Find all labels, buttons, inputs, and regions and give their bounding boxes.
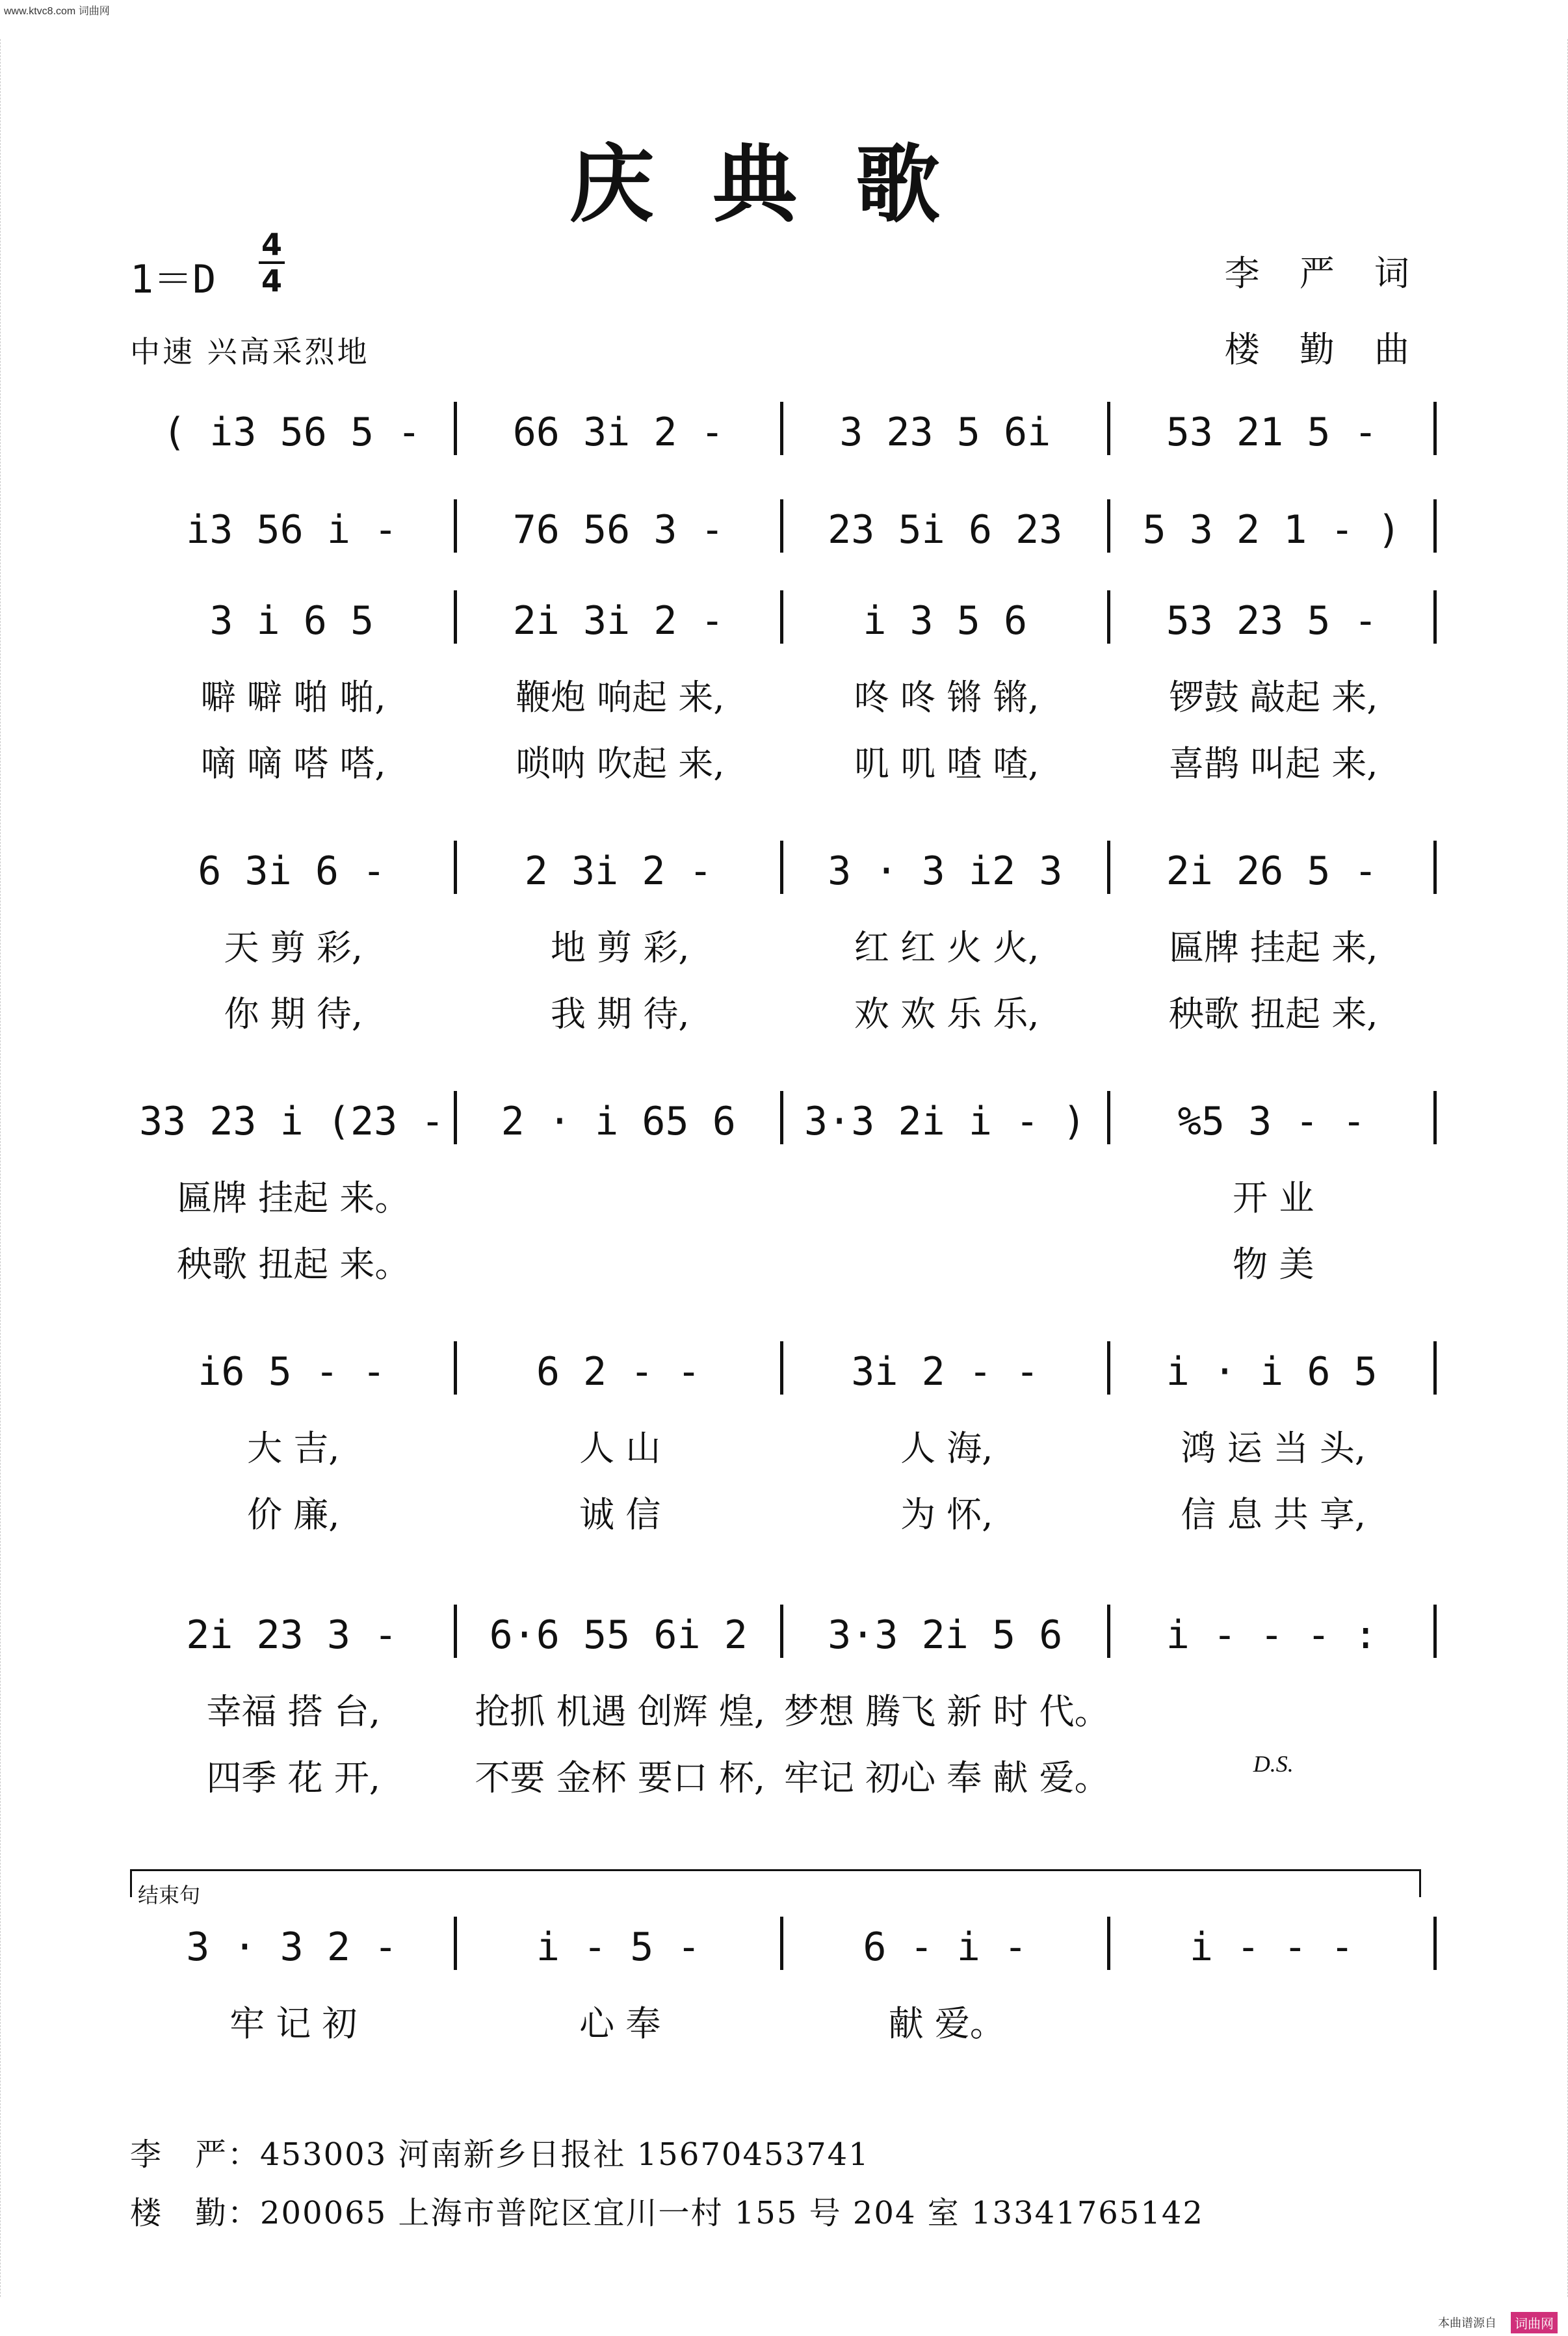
lyric-segment: 叽 叽 喳 喳, — [854, 743, 1039, 784]
ds-marking: D.S. — [1253, 1751, 1294, 1777]
measure-notes: 76 56 3 - — [512, 507, 724, 553]
measure-notes: 5 3 2 1 - ) — [1142, 507, 1401, 553]
measure — [1110, 1092, 1434, 1144]
lyric-segment: 四季 花 开, — [206, 1757, 380, 1798]
lyric-line-verse2 — [130, 1237, 1437, 1287]
meter-bottom: 4 — [261, 263, 282, 298]
measure-notes: 2 3i 2 - — [524, 848, 712, 894]
barline — [1433, 1917, 1437, 1970]
lyric-segment: 献 爱。 — [888, 2003, 1005, 2044]
measure — [130, 842, 454, 894]
barline — [1433, 1605, 1437, 1658]
lyric-line-verse1 — [130, 670, 1437, 720]
ending-lyric-line — [130, 1996, 1437, 2046]
lyric-segment: 梦想 腾飞 新 时 代。 — [783, 1691, 1110, 1732]
measure — [783, 1606, 1107, 1658]
measure-notes: 6·6 55 6i 2 — [489, 1612, 748, 1658]
measure-notes: 6 2 - - — [536, 1349, 701, 1395]
notation-line — [130, 592, 1437, 644]
measure — [130, 403, 454, 455]
ending-notation-line — [130, 1918, 1437, 1970]
measure-notes: 23 5i 6 23 — [828, 507, 1063, 553]
measure — [783, 501, 1107, 553]
contact-lyricist: 李 严：453003 河南新乡日报社 15670453741 — [130, 2136, 870, 2173]
measure-notes: 53 21 5 - — [1166, 410, 1378, 455]
lyric-segment: 地 剪 彩, — [551, 927, 690, 968]
lyric-segment: 大 吉, — [247, 1428, 340, 1469]
lyric-segment: 噼 噼 啪 啪, — [200, 677, 386, 718]
lyric-segment: 喜鹊 叫起 来, — [1169, 743, 1378, 784]
measure-notes: i - 5 - — [536, 1924, 701, 1970]
lyric-line-verse2 — [130, 736, 1437, 786]
lyric-segment: 为 怀, — [900, 1494, 993, 1535]
measure-notes: i - - - : — [1166, 1612, 1378, 1658]
contact-composer: 楼 勤：200065 上海市普陀区宜川一村 155 号 204 室 13341765142 — [130, 2195, 1204, 2231]
measure — [1110, 842, 1434, 894]
measure-notes: 3·3 2i 5 6 — [828, 1612, 1063, 1658]
measure-notes: ( i3 56 5 - — [163, 410, 421, 455]
lyric-segment: 我 期 待, — [551, 993, 690, 1034]
lyric-segment: 鸿 运 当 头, — [1181, 1428, 1366, 1469]
right-margin-strip — [1556, 39, 1568, 2297]
measure — [130, 1918, 454, 1970]
measure — [1110, 592, 1434, 644]
measure — [457, 1606, 781, 1658]
lyric-line-verse1 — [130, 1421, 1437, 1471]
lyric-line-verse1 — [130, 920, 1437, 970]
measure — [783, 1343, 1107, 1395]
lyric-segment: 开 业 — [1233, 1177, 1314, 1218]
lyric-segment: 欢 欢 乐 乐, — [854, 993, 1039, 1034]
measure — [130, 1343, 454, 1395]
measure-notes: 66 3i 2 - — [512, 410, 724, 455]
meter-top: 4 — [261, 227, 282, 262]
lyric-segment: 匾牌 挂起 来。 — [177, 1177, 410, 1218]
left-margin-strip — [0, 39, 12, 2297]
measure-notes: 53 23 5 - — [1166, 598, 1378, 644]
lyric-segment: 牢记 初心 奉 献 爱。 — [783, 1757, 1110, 1798]
measure-notes: 3 23 5 6i — [839, 410, 1051, 455]
measure — [130, 501, 454, 553]
footer-brand[interactable]: 词曲网 — [1511, 2312, 1558, 2333]
measure — [457, 842, 781, 894]
measure — [1110, 1606, 1434, 1658]
measure — [457, 1092, 781, 1144]
ending-bracket — [130, 1869, 1421, 1897]
measure — [783, 842, 1107, 894]
measure — [457, 1918, 781, 1970]
lyric-segment: 幸福 搭 台, — [206, 1691, 380, 1732]
lyric-segment: 人 山 — [579, 1428, 661, 1469]
measure-notes: 3i 2 - - — [851, 1349, 1039, 1395]
lyric-line-verse2 — [130, 1487, 1437, 1537]
measure-notes: 6 3i 6 - — [198, 848, 386, 894]
measure — [783, 592, 1107, 644]
measure-notes: 3 i 6 5 — [209, 598, 374, 644]
lyricist-credit: 李 严 词 — [1224, 253, 1424, 294]
lyric-line-verse1 — [130, 1170, 1437, 1220]
measure-notes: i - - - — [1189, 1924, 1354, 1970]
notation-line — [130, 403, 1437, 455]
lyric-segment: 秧歌 扭起 来, — [1169, 993, 1378, 1034]
lyric-line-verse1 — [130, 1684, 1437, 1734]
measure-notes: 3 · 3 2 - — [186, 1924, 398, 1970]
lyric-segment: 诚 信 — [579, 1494, 661, 1535]
composer-credit: 楼 勤 曲 — [1224, 329, 1424, 370]
notation-line — [130, 1606, 1437, 1658]
barline — [1433, 402, 1437, 455]
lyric-segment: 你 期 待, — [224, 993, 363, 1034]
measure-notes: 2i 3i 2 - — [512, 598, 724, 644]
lyric-segment: 锣鼓 敲起 来, — [1169, 677, 1378, 718]
lyric-line-verse2 — [130, 1750, 1437, 1800]
measure — [457, 403, 781, 455]
measure-notes: i6 5 - - — [198, 1349, 386, 1395]
notation-line — [130, 1092, 1437, 1144]
footer-note: 本曲谱源自 — [1438, 2316, 1496, 2329]
ending-label: 结束句 — [138, 1883, 201, 1907]
lyric-segment: 天 剪 彩, — [224, 927, 363, 968]
key-signature: 1＝D — [130, 257, 216, 302]
tempo-marking: 中速 兴高采烈地 — [130, 334, 370, 369]
lyric-segment: 鞭炮 响起 来, — [516, 677, 725, 718]
lyric-segment: 人 海, — [900, 1428, 993, 1469]
measure — [1110, 501, 1434, 553]
measure-notes: i · i 6 5 — [1166, 1349, 1378, 1395]
notation-line — [130, 1343, 1437, 1395]
measure-notes: 2i 26 5 - — [1166, 848, 1378, 894]
measure — [1110, 403, 1434, 455]
measure-notes: %5 3 - - — [1177, 1099, 1366, 1144]
lyric-segment: 抢抓 机遇 创辉 煌, — [475, 1691, 766, 1732]
time-signature — [259, 229, 285, 296]
measure — [457, 592, 781, 644]
lyric-segment: 不要 金杯 要口 杯, — [475, 1757, 766, 1798]
measure — [457, 1343, 781, 1395]
barline — [1433, 590, 1437, 644]
barline — [1433, 499, 1437, 553]
notation-line — [130, 842, 1437, 894]
lyric-segment: 秧歌 扭起 来。 — [177, 1244, 410, 1285]
measure — [130, 1606, 454, 1658]
lyric-segment: 心 奉 — [579, 2003, 661, 2044]
measure-notes: 2i 23 3 - — [186, 1612, 398, 1658]
measure — [1110, 1343, 1434, 1395]
lyric-segment: 信 息 共 享, — [1181, 1494, 1366, 1535]
lyric-segment: 匾牌 挂起 来, — [1169, 927, 1378, 968]
lyric-segment: 牢 记 初 — [229, 2003, 358, 2044]
measure-notes: 2 · i 65 6 — [501, 1099, 736, 1144]
song-title: 庆典歌 — [569, 135, 999, 234]
lyric-segment: 嘀 嘀 嗒 嗒, — [200, 743, 386, 784]
measure — [1110, 1918, 1434, 1970]
measure — [783, 1092, 1107, 1144]
measure — [130, 1092, 454, 1144]
measure — [457, 501, 781, 553]
measure — [783, 403, 1107, 455]
lyric-segment: 咚 咚 锵 锵, — [854, 677, 1039, 718]
site-url: www.ktvc8.com 词曲网 — [4, 6, 110, 17]
measure-notes: 3 · 3 i2 3 — [828, 848, 1063, 894]
lyric-segment: 价 廉, — [247, 1494, 340, 1535]
barline — [1433, 1341, 1437, 1395]
lyric-segment: 红 红 火 火, — [854, 927, 1039, 968]
measure-notes: 6 - i - — [863, 1924, 1028, 1970]
barline — [1433, 1091, 1437, 1144]
measure-notes: i 3 5 6 — [863, 598, 1028, 644]
lyric-line-verse2 — [130, 986, 1437, 1036]
notation-line — [130, 501, 1437, 553]
measure-notes: 3·3 2i i - ) — [804, 1099, 1086, 1144]
measure-notes: i3 56 i - — [186, 507, 398, 553]
lyric-segment: 唢呐 吹起 来, — [516, 743, 725, 784]
lyric-segment: 物 美 — [1233, 1244, 1314, 1285]
barline — [1433, 841, 1437, 894]
measure — [130, 592, 454, 644]
measure-notes: 33 23 i (23 - — [138, 1099, 445, 1144]
measure — [783, 1918, 1107, 1970]
